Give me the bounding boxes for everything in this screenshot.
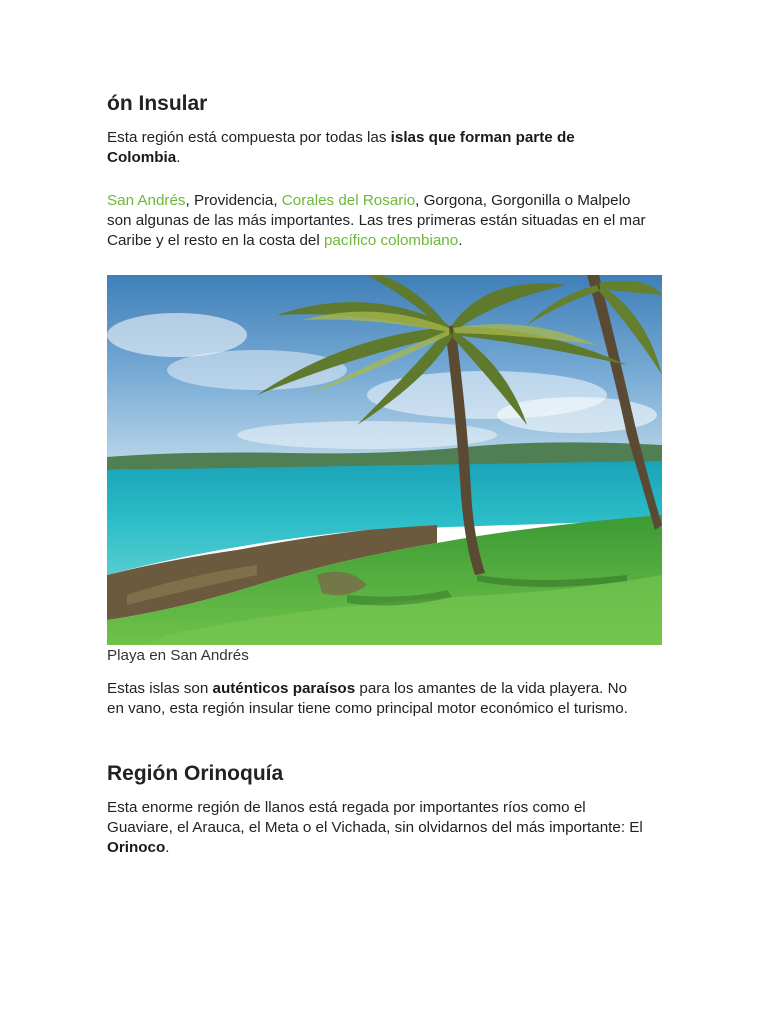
paragraph-text: Esta región está compuesta por todas las <box>107 129 391 146</box>
paragraph-text: , Gorgona, Gorgonilla o Malpelo son algunas de las más importantes. Las tres primeras están situadas en el mar Caribe y el resto en la costa del <box>107 192 646 249</box>
paragraph-orinoquia <box>107 798 647 858</box>
paragraph-intro-insular <box>107 128 647 168</box>
bold-text: islas que forman parte de Colombia <box>107 129 575 166</box>
paragraph-text: . <box>458 232 463 249</box>
paragraph-text: , Providencia, <box>185 192 282 209</box>
paragraph-paradises <box>107 679 647 719</box>
link-corales-del-rosario[interactable]: Corales del Rosario <box>281 192 416 209</box>
bold-text: Orinoco <box>107 839 166 856</box>
bold-text: auténticos paraísos <box>212 680 356 697</box>
paragraph-text: para los amantes de la vida playera. No en vano, esta región insular tiene como principal motor económico el turismo. <box>107 680 628 717</box>
paragraph-islands <box>107 191 647 251</box>
paragraph-text: Estas islas son <box>107 680 213 697</box>
paragraph-text: . <box>176 149 181 166</box>
image-caption: Playa en San Andrés <box>107 647 249 664</box>
link-san-andres[interactable]: San Andrés <box>107 192 186 209</box>
paragraph-text: . <box>165 839 170 856</box>
section-heading-orinoquia: Región Orinoquía <box>107 762 284 785</box>
beach-palm-photo <box>107 275 662 645</box>
section-heading-insular: ón Insular <box>107 92 208 115</box>
link-pacifico-colombiano[interactable]: pacífico colombiano <box>323 232 459 249</box>
paragraph-text: Esta enorme región de llanos está regada por importantes ríos como el Guaviare, el Arauca, el Meta o el Vichada, sin olvidarnos del más importante: El <box>107 799 643 836</box>
